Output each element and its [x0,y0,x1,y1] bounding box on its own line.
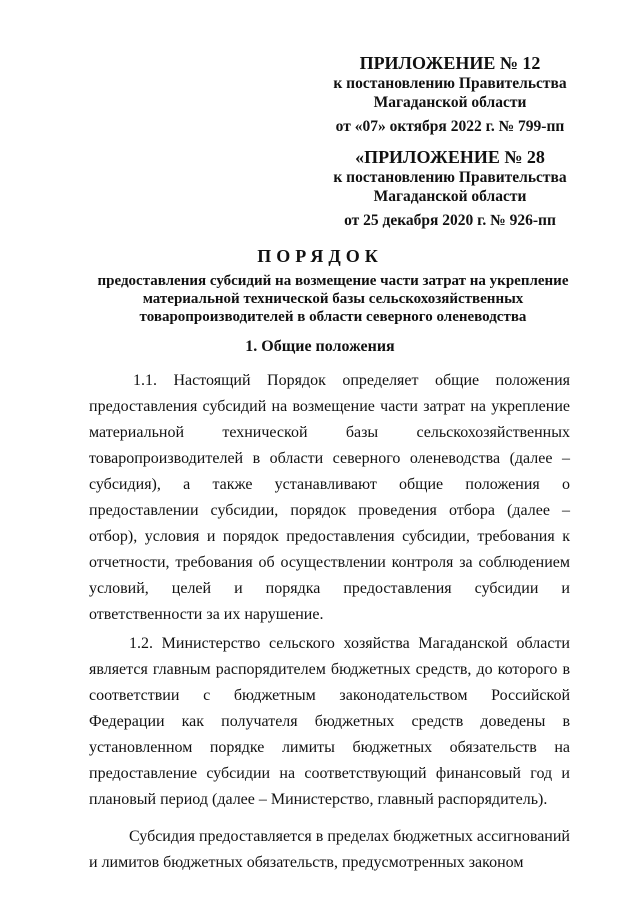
document-title: ПОРЯДОК [257,246,383,266]
appendix-current-date: от «07» октября 2022 г. № 799-пп [335,118,565,135]
paragraph-subsidy: Субсидия предоставляется в пределах бюджетных ассигнований и лимитов бюджетных обязательств, предусмотренных законом [89,828,570,871]
paragraph-1-1: 1.1. Настоящий Порядок определяет общие положения предоставления субсидий на возмещение части затрат на укрепление материальной технической базы сельскохозяйственных товаропроизводителей в области северного оленеводства (далее – субсидия), а также устанавливают общие положения о предоставлении субсидии, порядок проведения отбора (далее – отбор), условия и порядок предоставления субсидии, требования к отчетности, требования об осуществлении контроля за соблюдением условий, целей и порядка предоставления субсидии и ответственности за их нарушение. [89,372,570,623]
appendix-previous-line1: к постановлению Правительства [333,169,567,186]
section-heading: 1. Общие положения [245,338,395,355]
appendix-current-line1: к постановлению Правительства [333,75,567,92]
appendix-current-block [300,52,600,136]
appendix-previous-line2: Магаданской области [373,188,527,205]
paragraph-1-2: 1.2. Министерство сельского хозяйства Магаданской области является главным распорядителем бюджетных средств, до которого в соответствии с бюджетным законодательством Российской Федерации как получателя бюджетных средств доведены в установленном порядке лимиты бюджетных обязательств на предоставление субсидии на соответствующий финансовый год и плановый период (далее – Министерство, главный распорядитель). [89,635,570,808]
body-text [89,368,570,876]
appendix-previous-date: от 25 декабря 2020 г. № 926-пп [344,212,556,229]
document-subtitle: предоставления субсидий на возмещение части затрат на укрепление материальной технической базы сельскохозяйственных товаропроизводителей в области северного оленеводства [97,273,569,325]
appendix-current-heading: ПРИЛОЖЕНИЕ № 12 [359,53,541,73]
appendix-previous-block [300,146,600,230]
appendix-previous-heading: «ПРИЛОЖЕНИЕ № 28 [355,147,545,167]
appendix-current-line2: Магаданской области [373,94,527,111]
